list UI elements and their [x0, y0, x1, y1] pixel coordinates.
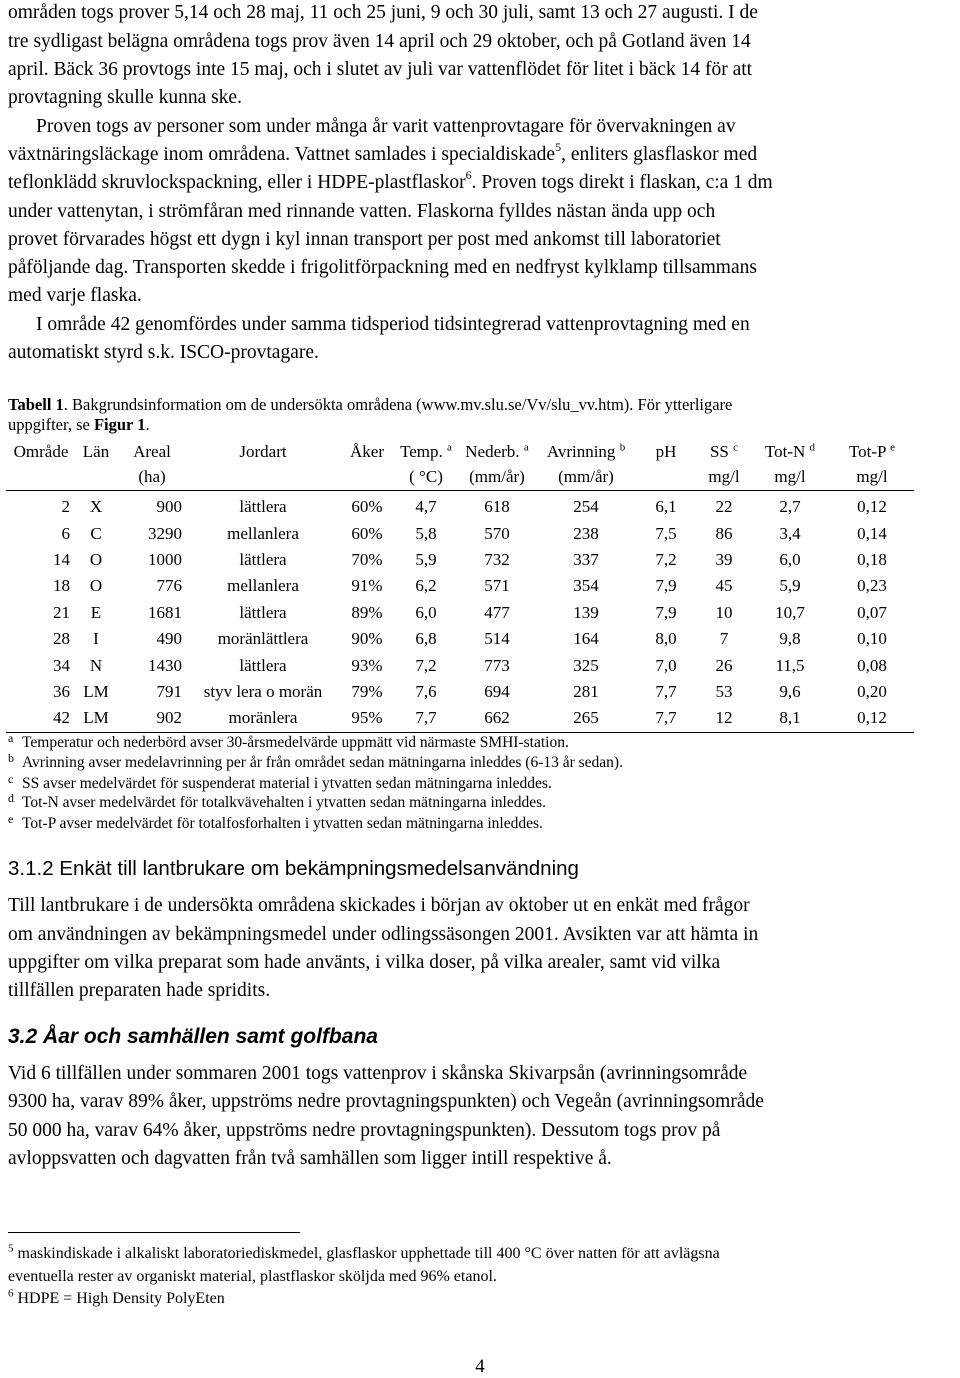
table-cell: 0,20	[857, 681, 887, 701]
table-cell: 618	[484, 497, 510, 517]
note-text: SS avser medelvärdet för suspenderat material i ytvatten sedan mätningarna inleddes.	[22, 775, 552, 792]
table-cell: 7,6	[415, 681, 437, 701]
body-text-line: Proven togs av personer som under många år varit vattenprovtagare för övervakningen av	[36, 116, 736, 137]
column-unit: mg/l	[698, 464, 750, 491]
table-cell: LM	[76, 705, 116, 732]
body-text-line: 9300 ha, varav 89% åker, uppströms nedre provtagningspunkten) och Vegeån (avrinningsområde	[8, 1091, 764, 1112]
table-cell: moränlera	[188, 705, 338, 732]
table-caption	[8, 395, 732, 415]
column-header	[188, 439, 338, 464]
table-cell: 490	[156, 629, 182, 649]
table-row	[6, 491, 914, 521]
table-cell: 5,9	[415, 549, 437, 569]
body-text-line: provet förvarades högst ett dygn i kyl innan transport per post med ankomst till laboratoriet	[8, 229, 721, 250]
table-cell: 265	[538, 705, 634, 732]
table-cell: 22	[715, 497, 733, 517]
table-cell: 7,0	[655, 655, 677, 675]
body-text-line: provtagning skulle kunna ske.	[8, 87, 242, 108]
column-header-label: Åker	[350, 441, 384, 461]
column-header	[6, 439, 76, 464]
table-cell: C	[90, 523, 102, 543]
table-cell: 477	[484, 602, 510, 622]
column-header	[116, 439, 188, 464]
table-cell: 42	[6, 705, 76, 732]
body-text-line: med varje flaska.	[8, 285, 142, 306]
body-text-line: uppgifter om vilka preparat som hade använts, i vilka doser, på vilka arealer, samt vid vilka	[8, 952, 721, 973]
table-note	[8, 731, 569, 752]
column-header-label: pH	[655, 441, 677, 461]
footnote-ref: 6	[465, 167, 472, 182]
table-cell: 7,2	[415, 655, 437, 675]
column-header	[396, 439, 456, 464]
table-cell: 36	[53, 681, 70, 701]
table-cell: 238	[573, 523, 599, 543]
table-cell: 53	[715, 681, 733, 701]
body-text-line	[8, 139, 758, 167]
table-cell: 6,0	[415, 602, 437, 622]
table-cell: 7,7	[634, 705, 698, 732]
table-caption-text: uppgifter, se	[8, 415, 94, 434]
table-cell: mellanlera	[227, 576, 299, 596]
footnote-ref: 5	[555, 139, 562, 154]
table-cell: lättlera	[239, 602, 287, 622]
column-header-label: Tot-P	[848, 441, 886, 461]
body-text-line: Vid 6 tillfällen under sommaren 2001 togs vattenprov i skånska Skivarpsån (avrinningsområde	[8, 1063, 748, 1084]
table-cell: 7,7	[396, 705, 456, 732]
table-cell: 7,2	[655, 549, 677, 569]
table-cell: 9,8	[779, 629, 801, 649]
table-cell: 732	[484, 549, 510, 569]
table-cell: 26	[715, 655, 733, 675]
table-cell: 8,0	[655, 629, 677, 649]
table-cell: 91%	[351, 576, 383, 596]
table-cell: 7,5	[655, 523, 677, 543]
column-unit: (ha)	[116, 464, 188, 491]
text-span: växtnäringsläckage inom områdena. Vattnet samlades i specialdiskade	[8, 144, 556, 165]
table-cell: N	[89, 655, 103, 675]
body-text-line: tillfällen preparaten hade spridits.	[8, 980, 271, 1001]
table-note	[8, 791, 547, 812]
table-cell: 5,8	[415, 523, 437, 543]
table-cell: moränlättlera	[217, 629, 309, 649]
table-cell: 2	[61, 497, 70, 517]
table-cell: styv lera o morän	[203, 681, 323, 701]
table-cell: 6,1	[655, 497, 677, 517]
table-cell: 0,18	[857, 549, 887, 569]
table-unit-row	[6, 464, 914, 491]
table-cell: 60%	[351, 497, 383, 517]
table-cell: 139	[573, 602, 599, 622]
column-header-label: Nederb.	[465, 441, 520, 461]
table-row	[6, 547, 914, 573]
column-unit: mg/l	[750, 464, 830, 491]
body-text-line: I område 42 genomfördes under samma tidsperiod tidsintegrerad vattenprovtagning med en	[36, 314, 750, 335]
table-cell: 0,12	[830, 705, 914, 732]
table-cell: 21	[53, 602, 70, 622]
background-table	[6, 439, 914, 733]
column-header	[456, 439, 538, 464]
table-cell: O	[89, 576, 103, 596]
table-cell: 337	[573, 549, 599, 569]
table-cell: 89%	[351, 602, 383, 622]
note-marker: e	[890, 440, 896, 453]
column-header	[698, 439, 750, 464]
table-cell: 902	[116, 705, 188, 732]
table-cell: 5,9	[779, 576, 801, 596]
table-note	[8, 772, 552, 793]
table-cell: 39	[715, 549, 733, 569]
column-header-label: Område	[13, 441, 69, 461]
table-cell: 900	[156, 497, 182, 517]
page-footnote	[8, 1244, 720, 1264]
table-cell: 7,7	[655, 681, 677, 701]
body-text-line: påföljande dag. Transporten skedde i frigolitförpackning med en nedfryst kylklamp tillsammans	[8, 257, 757, 278]
body-text-line: om användningen av bekämpningsmedel under odlingssäsongen 2001. Avsikten var att hämta in	[8, 924, 759, 945]
text-span: , enliters glasflaskor med	[561, 144, 758, 165]
table-note	[8, 812, 543, 833]
body-text-line	[8, 167, 773, 195]
table-cell: 28	[53, 629, 70, 649]
table-cell: lättlera	[239, 497, 287, 517]
table-cell: E	[90, 602, 102, 622]
note-marker: b	[619, 440, 626, 453]
table-cell: 10	[715, 602, 733, 622]
column-header-label: SS	[709, 441, 729, 461]
footnote-number: 6	[8, 1287, 14, 1300]
column-unit	[6, 464, 76, 491]
note-text: Avrinning avser medelavrinning per år från området sedan mätningarna inleddes (6-13 år sedan).	[22, 754, 623, 771]
table-cell: 7	[719, 629, 729, 649]
table-cell: 10,7	[775, 602, 805, 622]
table-row	[6, 705, 914, 732]
page-footnote	[8, 1289, 225, 1309]
column-header	[830, 439, 914, 464]
table-cell: 2,7	[779, 497, 801, 517]
table-cell: 254	[573, 497, 599, 517]
table-row	[6, 652, 914, 678]
column-unit: (mm/år)	[538, 464, 634, 491]
table-cell: 776	[156, 576, 182, 596]
table-cell: lättlera	[239, 549, 287, 569]
column-unit: ( °C)	[396, 464, 456, 491]
table-cell: 325	[573, 655, 599, 675]
table-cell: 95%	[338, 705, 396, 732]
note-text: Tot-P avser medelvärdet för totalfosforhalten i ytvatten sedan mätningarna inleddes.	[22, 815, 543, 832]
column-unit	[76, 464, 116, 491]
table-cell: 0,07	[857, 602, 887, 622]
table-cell: mellanlera	[227, 523, 299, 543]
table-cell: 570	[484, 523, 510, 543]
column-unit	[188, 464, 338, 491]
page-number: 4	[475, 1356, 485, 1377]
note-marker: b	[8, 751, 14, 765]
table-cell: 11,5	[775, 655, 805, 675]
table-caption-text: . Bakgrundsinformation om de undersökta områdena (www.mv.slu.se/Vv/slu_vv.htm). För ytterligare	[63, 395, 733, 414]
note-marker: e	[8, 812, 14, 826]
column-header-label: Tot-N	[764, 441, 806, 461]
note-marker: c	[8, 772, 14, 786]
column-header-label: Avrinning	[546, 441, 616, 461]
note-text: Temperatur och nederbörd avser 30-årsmedelvärde uppmätt vid närmaste SMHI-station.	[22, 734, 569, 751]
table-cell: 6,8	[415, 629, 437, 649]
table-cell: I	[93, 629, 99, 649]
column-header	[76, 439, 116, 464]
footnote-text: maskindiskade i alkaliskt laboratoriediskmedel, glasflaskor upphettade till 400 °C över natten för att avlägsna	[17, 1245, 720, 1262]
table-cell: 662	[456, 705, 538, 732]
table-caption-text: .	[145, 415, 150, 434]
column-header	[634, 439, 698, 464]
figure-ref: Figur 1	[93, 415, 146, 434]
table-cell: 281	[573, 681, 599, 701]
table-cell: 0,23	[857, 576, 887, 596]
table-cell: LM	[83, 681, 109, 701]
note-marker: a	[523, 440, 529, 453]
column-unit: (mm/år)	[456, 464, 538, 491]
table-cell: 93%	[351, 655, 383, 675]
column-header	[538, 439, 634, 464]
table-note	[8, 751, 623, 772]
table-row	[6, 626, 914, 652]
table-cell: 6	[61, 523, 70, 543]
table-row	[6, 573, 914, 599]
column-header-label: Län	[82, 441, 110, 461]
table-cell: 79%	[351, 681, 383, 701]
page-footnote	[8, 1267, 497, 1287]
table-body	[6, 491, 914, 733]
table-cell: 3,4	[779, 523, 801, 543]
table-caption-cont	[8, 415, 150, 435]
table-cell: 70%	[351, 549, 383, 569]
table-cell: 9,6	[779, 681, 801, 701]
table-cell: 90%	[351, 629, 383, 649]
table-cell: 12	[698, 705, 750, 732]
text-span: . Proven togs direkt i flaskan, c:a 1 dm	[471, 172, 773, 193]
column-header-label: Jordart	[239, 441, 287, 461]
body-text-line: områden togs prover 5,14 och 28 maj, 11 och 25 juni, 9 och 30 juli, samt 13 och 27 augusti. I de	[8, 2, 758, 23]
table-cell: 0,10	[857, 629, 887, 649]
table-cell: 86	[715, 523, 733, 543]
table-caption-label: Tabell 1	[8, 395, 64, 414]
note-marker: d	[809, 440, 816, 453]
footnote-text: HDPE = High Density PolyEten	[17, 1290, 225, 1307]
table-cell: 3290	[148, 523, 182, 543]
table-cell: lättlera	[239, 655, 287, 675]
body-text-line: 50 000 ha, varav 64% åker, uppströms nedre provtagningspunkten). Dessutom togs prov på	[8, 1120, 721, 1141]
table-cell: 6,0	[779, 549, 801, 569]
column-header-label: Temp.	[400, 441, 443, 461]
table-cell: 60%	[351, 523, 383, 543]
table-cell: 571	[484, 576, 510, 596]
table-cell: 164	[573, 629, 599, 649]
table-cell: 354	[573, 576, 599, 596]
table-cell: 0,12	[857, 497, 887, 517]
column-unit	[634, 464, 698, 491]
table-header-row	[6, 439, 914, 464]
table-row	[6, 679, 914, 705]
table-cell: 4,7	[415, 497, 437, 517]
table-cell: 0,14	[857, 523, 887, 543]
table-cell: 6,2	[415, 576, 437, 596]
section-heading: 3.1.2 Enkät till lantbrukare om bekämpningsmedelsanvändning	[8, 857, 579, 880]
text-span: teflonklädd skruvlockspackning, eller i HDPE-plastflaskor	[8, 172, 466, 193]
table-cell: 1000	[148, 549, 182, 569]
table-cell: 34	[53, 655, 70, 675]
note-marker: c	[733, 440, 739, 453]
body-text-line: tre sydligast belägna områdena togs prov även 14 april och 29 oktober, och på Gotland även 14	[8, 31, 751, 52]
note-text: Tot-N avser medelvärdet för totalkvävehalten i ytvatten sedan mätningarna inleddes.	[22, 794, 547, 811]
column-header	[338, 439, 396, 464]
table-cell: 0,08	[857, 655, 887, 675]
table-cell: 514	[484, 629, 510, 649]
table-cell: X	[89, 497, 103, 517]
note-marker: a	[8, 731, 14, 745]
table-cell: 14	[53, 549, 70, 569]
section-heading: 3.2 Åar och samhällen samt golfbana	[8, 1025, 378, 1048]
footnote-number: 5	[8, 1242, 14, 1255]
footnote-text: eventuella rester av organiskt material, plastflaskor sköljda med 96% etanol.	[8, 1268, 497, 1285]
table-cell: 18	[53, 576, 70, 596]
column-header-label: Areal	[133, 441, 171, 461]
table-cell: 773	[484, 655, 510, 675]
body-text-line: april. Bäck 36 provtogs inte 15 maj, och i slutet av juli var vattenflödet för litet i bäck 14 för att	[8, 59, 753, 80]
table-row	[6, 600, 914, 626]
table-row	[6, 520, 914, 546]
table-cell: 7,9	[655, 576, 677, 596]
note-marker: a	[447, 440, 452, 453]
table-cell: O	[89, 549, 103, 569]
table-cell: 8,1	[750, 705, 830, 732]
column-unit	[338, 464, 396, 491]
table-cell: 1681	[148, 602, 182, 622]
table-cell: 1430	[148, 655, 182, 675]
table-cell: 45	[715, 576, 733, 596]
body-text-line: under vattenytan, i strömfåran med rinnande vatten. Flaskorna fylldes nästan ända upp och	[8, 201, 716, 222]
table-cell: 791	[156, 681, 182, 701]
body-text-line: Till lantbrukare i de undersökta områdena skickades i början av oktober ut en enkät med frågor	[8, 895, 750, 916]
table-cell: 694	[484, 681, 510, 701]
note-marker: d	[8, 791, 14, 805]
table-cell: 7,9	[655, 602, 677, 622]
column-header	[750, 439, 830, 464]
column-unit: mg/l	[830, 464, 914, 491]
body-text-line: avloppsvatten och dagvatten från två samhällen som ligger intill respektive å.	[8, 1148, 612, 1169]
body-text-line: automatiskt styrd s.k. ISCO-provtagare.	[8, 342, 319, 363]
footnote-divider	[8, 1232, 300, 1233]
